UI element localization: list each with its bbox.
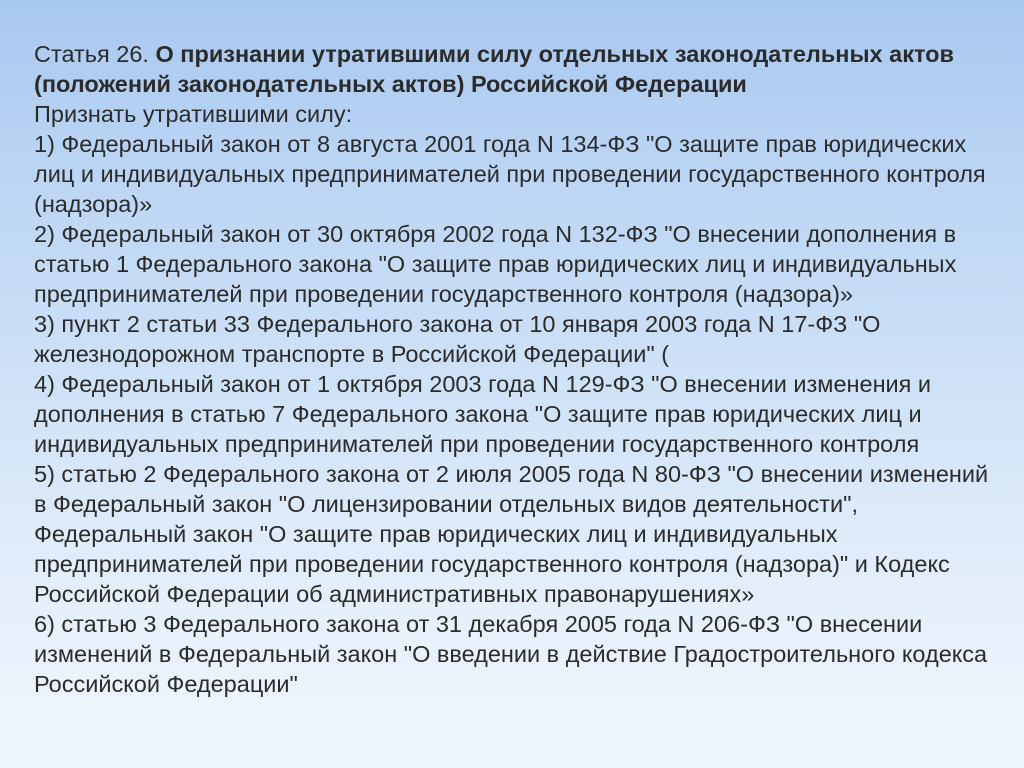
article-intro: Признать утратившими силу:: [34, 101, 353, 127]
list-item-1: 1) Федеральный закон от 8 августа 2001 года N 134-ФЗ "О защите прав юридических лиц и индивидуальных предпринимателей при проведении государственного контроля (надзора)»: [34, 131, 986, 217]
list-item-4: 4) Федеральный закон от 1 октября 2003 года N 129-ФЗ "О внесении изменения и дополнения в статью 7 Федерального закона "О защите прав юридических лиц и индивидуальных предпринимателей при проведении государственного контроля: [34, 371, 932, 457]
article-number: Статья 26.: [34, 41, 149, 67]
article-heading: [34, 39, 999, 99]
list-item-6: 6) статью 3 Федерального закона от 31 декабря 2005 года N 206-ФЗ "О внесении изменений в Федеральный закон "О введении в действие Градостроительного кодекса Российской Федерации": [34, 611, 988, 697]
slide-content: [34, 39, 999, 699]
article-title: О признании утратившими силу отдельных законодательных актов (положений законодательных актов) Российской Федерации: [34, 41, 954, 97]
list-item-3: 3) пункт 2 статьи 33 Федерального закона от 10 января 2003 года N 17-ФЗ "О железнодорожном транспорте в Российской Федерации" (: [34, 311, 881, 367]
list-item-2: 2) Федеральный закон от 30 октября 2002 года N 132-ФЗ "О внесении дополнения в статью 1 Федерального закона "О защите прав юридических лиц и индивидуальных предпринимателей при проведении государственного контроля (надзора)»: [34, 221, 957, 307]
list-item-5: 5) статью 2 Федерального закона от 2 июля 2005 года N 80-ФЗ "О внесении изменений в Федеральный закон "О лицензировании отдельных видов деятельности", Федеральный закон "О защите прав юридических лиц и индивидуальных предпринимателей при проведении государственного контроля (надзора)" и Кодекс Российской Федерации об административных правонарушениях»: [34, 461, 989, 607]
